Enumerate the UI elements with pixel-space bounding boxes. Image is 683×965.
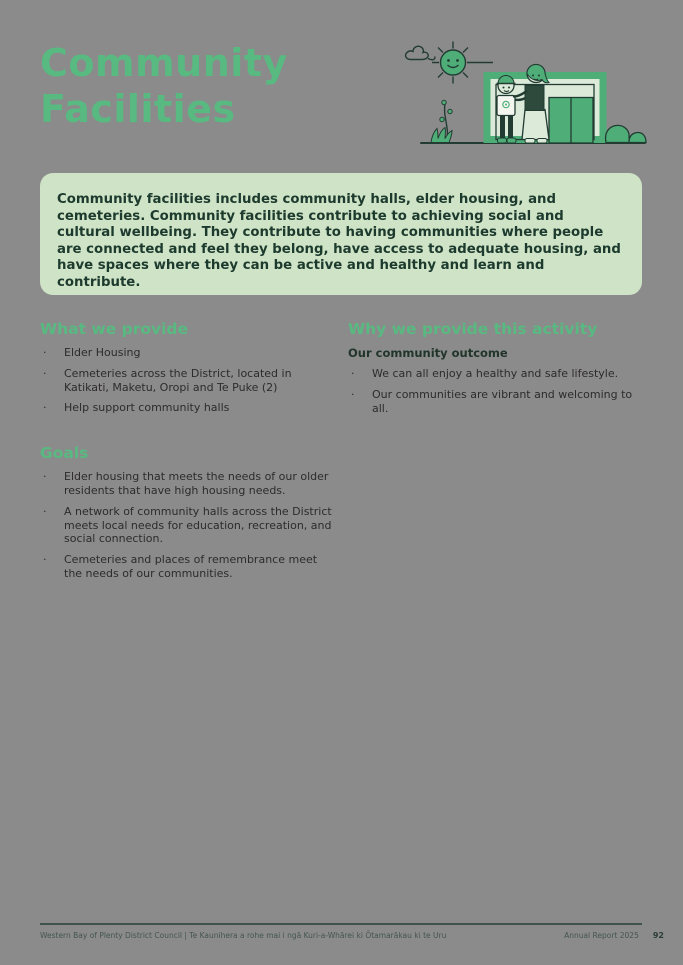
page-footer — [40, 923, 664, 940]
footer-page-number: 92 — [652, 931, 664, 940]
intro-summary-box — [40, 173, 642, 295]
community-hall-illustration — [401, 33, 663, 150]
community-outcome-subheading: Our community outcome — [348, 346, 508, 360]
bullet-dot: · — [43, 401, 47, 415]
bullet-dot: · — [43, 470, 47, 484]
what-we-provide-heading: What we provide — [40, 320, 189, 338]
bullet-dot: · — [351, 367, 355, 380]
page-title: Community Facilities — [40, 41, 288, 131]
cloud-icon — [406, 46, 435, 60]
left-column — [40, 320, 336, 588]
why-we-provide-list — [348, 367, 648, 415]
list-item: · Help support community halls — [40, 401, 336, 415]
list-item: · Cemeteries and places of remembrance meet the needs of our communities. — [40, 553, 336, 581]
list-item: · Elder housing that meets the needs of our older residents that have high housing needs. — [40, 470, 336, 498]
why-we-provide-heading: Why we provide this activity — [348, 320, 598, 338]
list-item: · We can all enjoy a healthy and safe lifestyle. — [348, 367, 648, 381]
section-why-we-provide — [348, 320, 648, 415]
what-we-provide-list — [40, 346, 336, 415]
goals-list — [40, 470, 336, 581]
list-item: · A network of community halls across the District meets local needs for education, recreation, and social connection. — [40, 505, 336, 546]
intro-summary-text: Community facilities includes community halls, elder housing, and cemeteries. Community facilities contribute to achieving social and cultural wellbeing. They contribute to having communities where people are connected and feel they belong, have access to adequate housing, and have spaces where they can be active and healthy and learn and contribute. — [57, 192, 621, 290]
section-what-we-provide — [40, 320, 336, 415]
section-goals — [40, 444, 336, 581]
bullet-dot: · — [43, 346, 47, 359]
list-item: · Our communities are vibrant and welcoming to all. — [348, 388, 648, 416]
footer-report-title: Annual Report 2025 — [564, 931, 639, 940]
list-item: · Elder Housing — [40, 346, 336, 360]
bullet-dot: · — [43, 504, 47, 518]
bush-icon — [606, 125, 646, 142]
bullet-dot: · — [43, 366, 47, 380]
footer-divider — [40, 923, 642, 925]
list-item: · Cemeteries across the District, located in Katikati, Maketu, Oropi and Te Puke (2) — [40, 367, 336, 395]
bullet-dot: · — [43, 553, 47, 567]
right-column — [348, 320, 648, 422]
footer-row — [40, 931, 664, 940]
bullet-dot: · — [351, 387, 355, 401]
goals-heading: Goals — [40, 444, 89, 463]
footer-council-name: Western Bay of Plenty District Council | Te Kaunihera a rohe mai i ngā Kuri-a-Whārei ki Ōtamarākau ki te Uru — [40, 931, 447, 940]
flower-plant-icon — [431, 100, 452, 142]
